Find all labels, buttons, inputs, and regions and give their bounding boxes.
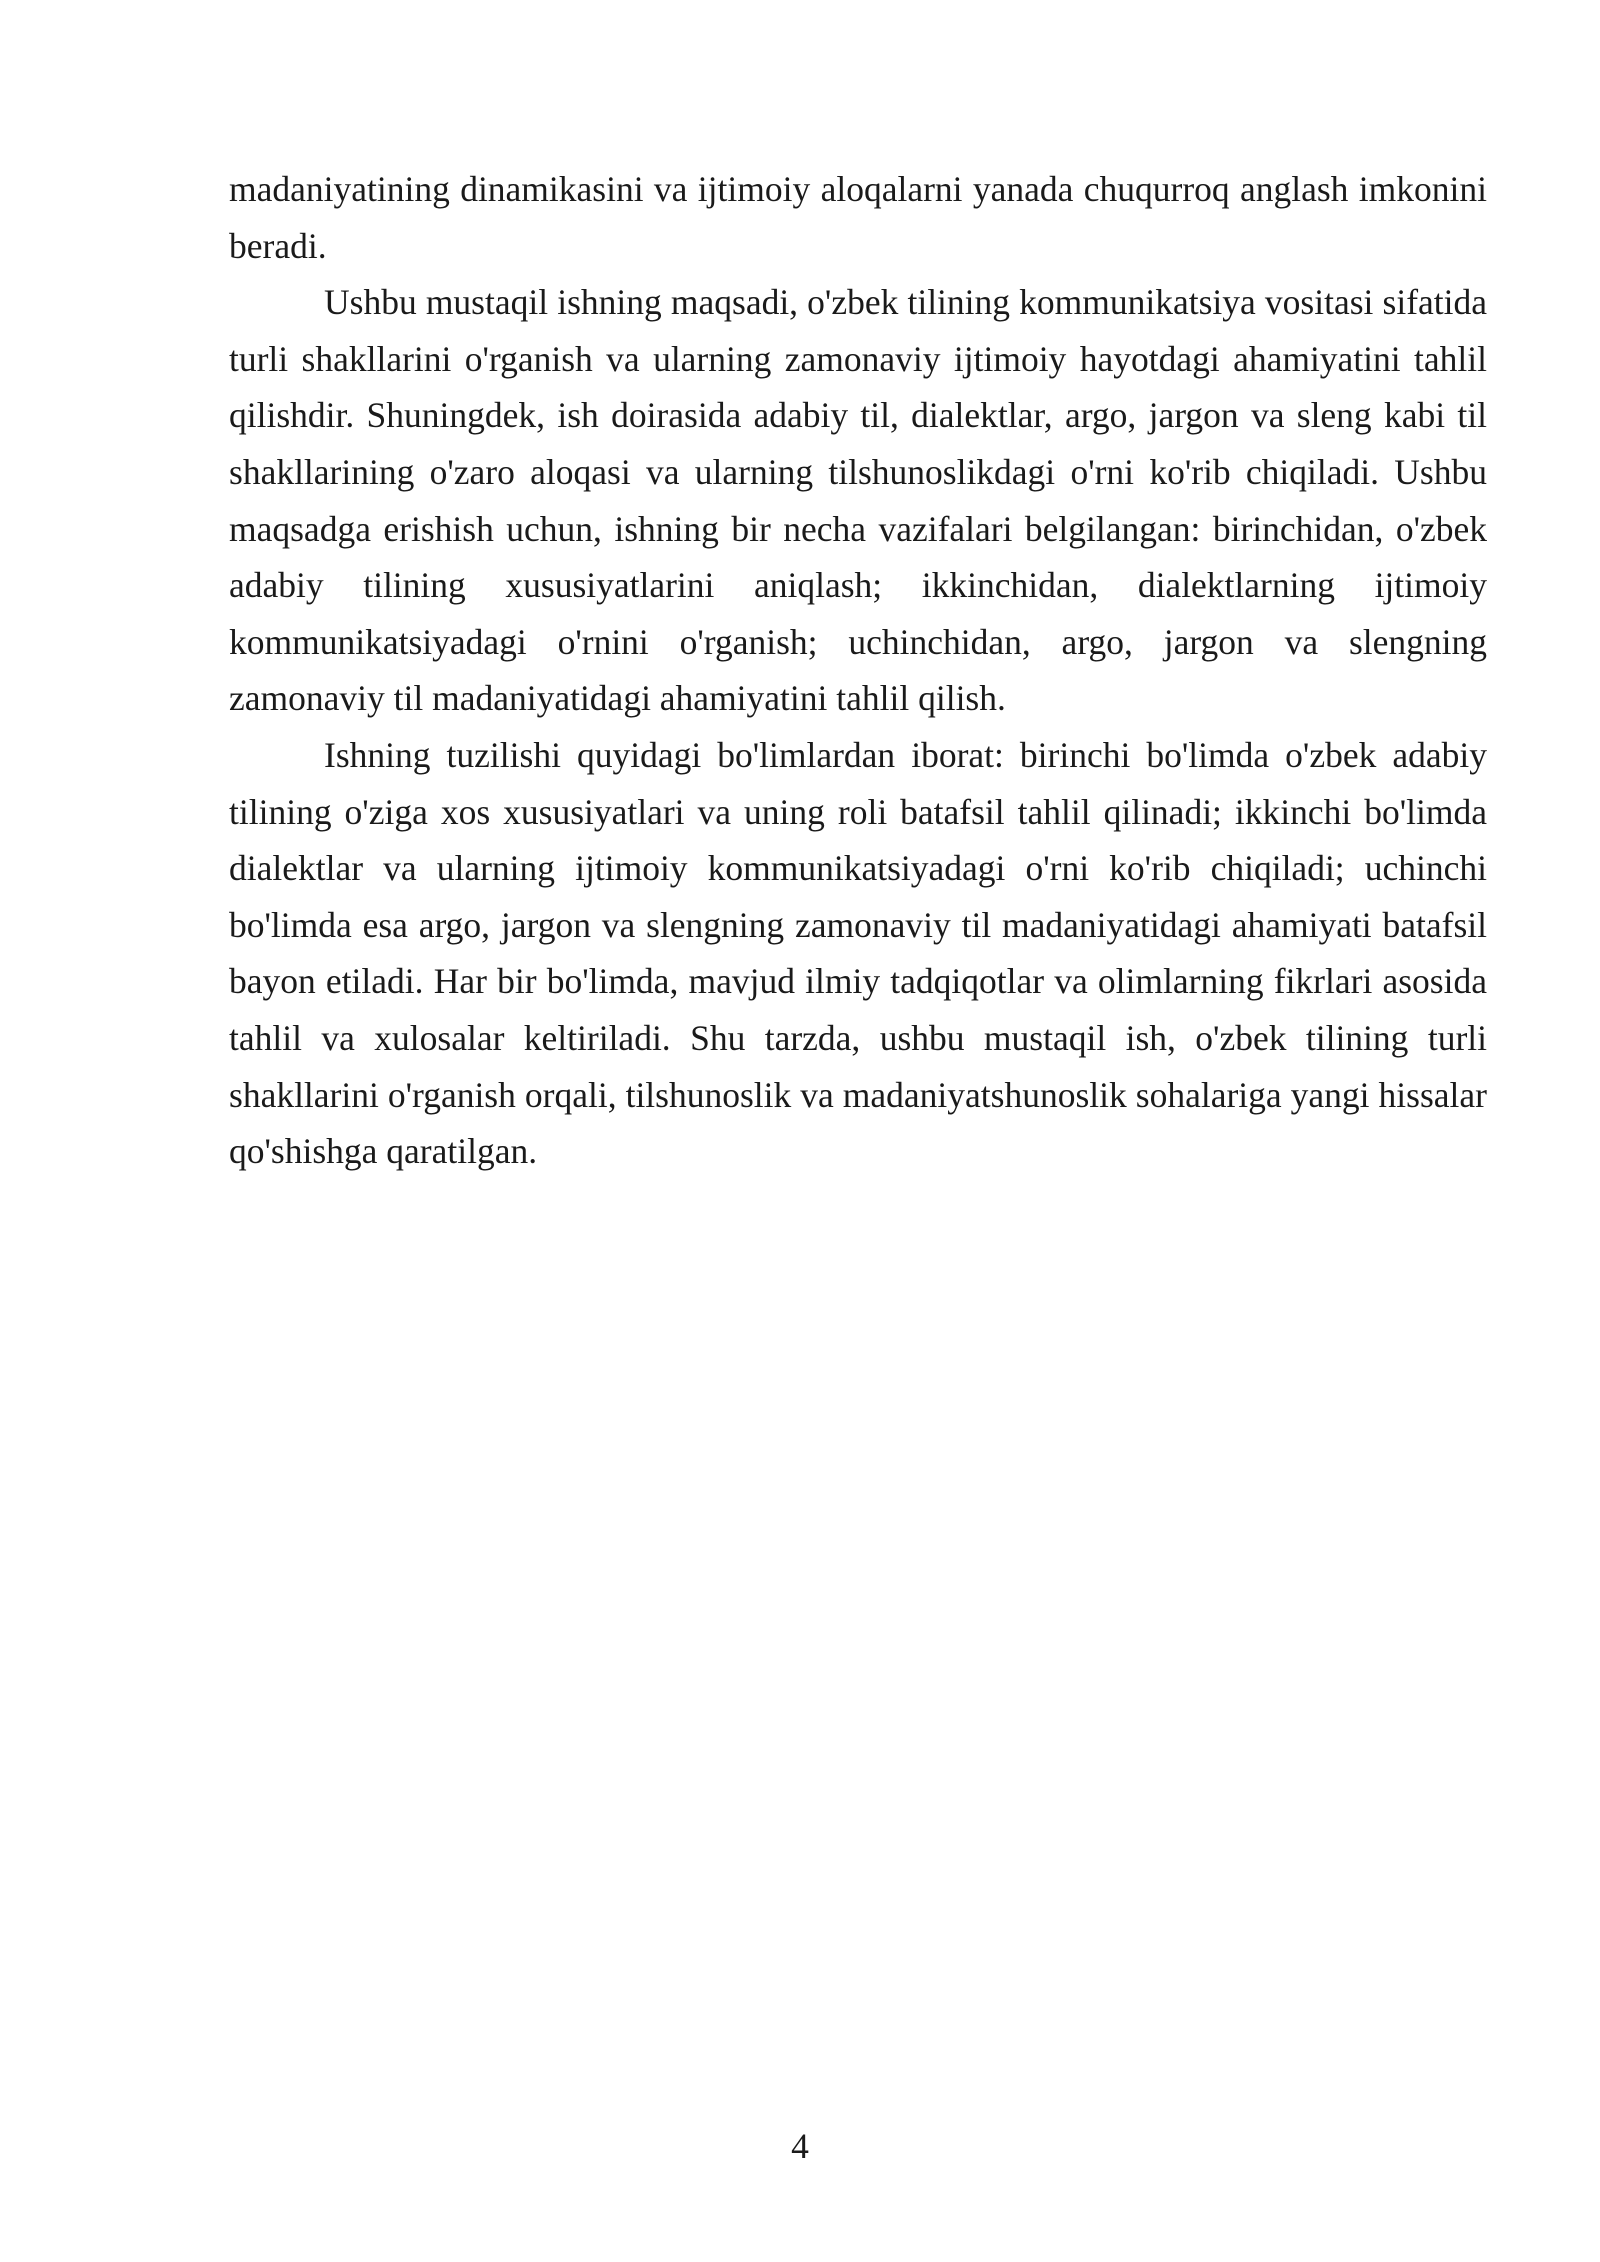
- page-number: 4: [791, 2126, 809, 2166]
- body-text: [229, 161, 1487, 1180]
- paragraph-structure: Ishning tuzilishi quyidagi bo'limlardan iborat: birinchi bo'limda o'zbek adabiy tilining o'ziga xos xususiyatlari va uning roli batafsil tahlil qilinadi; ikkinchi bo'limda dialektlar va ularning ijtimoiy kommunikatsiyadagi o'rni ko'rib chiqiladi; uchinchi bo'limda esa argo, jargon va slengning zamonaviy til madaniyatidagi ahamiyati batafsil bayon etiladi. Har bir bo'limda, mavjud ilmiy tadqiqotlar va olimlarning fikrlari asosida tahlil va xulosalar keltiriladi. Shu tarzda, ushbu mustaqil ish, o'zbek tilining turli shakllarini o'rganish orqali, tilshunoslik va madaniyatshunoslik sohalariga yangi hissalar qo'shishga qaratilgan.: [229, 734, 1487, 1172]
- paragraph-continuation: madaniyatining dinamikasini va ijtimoiy aloqalarni yanada chuqurroq anglash imkonini beradi.: [229, 169, 1487, 266]
- paragraph-purpose: Ushbu mustaqil ishning maqsadi, o'zbek tilining kommunikatsiya vositasi sifatida turli shakllarini o'rganish va ularning zamonaviy ijtimoiy hayotdagi ahamiyatini tahlil qilishdir. Shuningdek, ish doirasida adabiy til, dialektlar, argo, jargon va sleng kabi til shakllarining o'zaro aloqasi va ularning tilshunoslikdagi o'rni ko'rib chiqiladi. Ushbu maqsadga erishish uchun, ishning bir necha vazifalari belgilangan: birinchidan, o'zbek adabiy tilining xususiyatlarini aniqlash; ikkinchidan, dialektlarning ijtimoiy kommunikatsiyadagi o'rnini o'rganish; uchinchidan, argo, jargon va slengning zamonaviy til madaniyatidagi ahamiyatini tahlil qilish.: [229, 282, 1487, 719]
